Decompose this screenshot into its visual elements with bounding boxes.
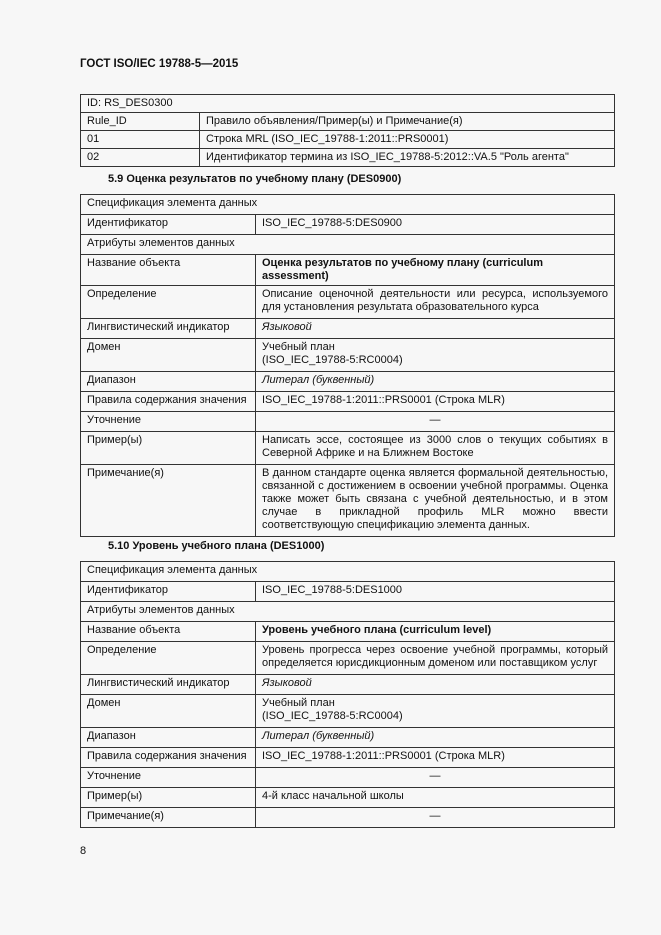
refine-label: Уточнение [81,768,256,788]
def-value: Описание оценочной деятельности или ресурса, используемого для установления результата образовательного курса [256,286,615,319]
attrs-heading: Атрибуты элементов данных [81,235,615,255]
name-label: Название объекта [81,255,256,286]
rules-value: ISO_IEC_19788-1:2011::PRS0001 (Строка MLR) [256,392,615,412]
table-row [81,215,615,235]
def-value: Уровень прогресса через освоение учебной программы, который определяется юрисдикционным доменом или поставщиком услуг [256,642,615,675]
table-row [81,372,615,392]
table-row [81,562,615,582]
table-row [81,465,615,537]
domain-value [256,695,615,728]
table-row [81,695,615,728]
example-label: Пример(ы) [81,788,256,808]
example-label: Пример(ы) [81,432,256,465]
range-label: Диапазон [81,728,256,748]
rules-table [80,94,615,167]
domain-value-line: (ISO_IEC_19788-5:RC0004) [262,354,403,366]
spec-heading: Спецификация элемента данных [81,195,615,215]
table-row [81,748,615,768]
rules-label: Правила содержания значения [81,392,256,412]
ling-value: Языковой [256,675,615,695]
domain-label: Домен [81,695,256,728]
table-row [81,392,615,412]
refine-value: — [256,412,615,432]
table-row [81,582,615,602]
rule-desc-header: Правило объявления/Пример(ы) и Примечание(я) [200,113,615,131]
section-title-5-10: 5.10 Уровень учебного плана (DES1000) [108,540,325,552]
ling-value: Языковой [256,319,615,339]
id-value: ISO_IEC_19788-5:DES1000 [256,582,615,602]
example-value: Написать эссе, состоящее из 3000 слов о текущих событиях в Северной Африке и на Ближнем Востоке [256,432,615,465]
table-row [81,432,615,465]
table-row [81,788,615,808]
table-row [81,768,615,788]
table-row [81,602,615,622]
table-row [81,255,615,286]
table-row [81,95,615,113]
table-row [81,412,615,432]
domain-value [256,339,615,372]
range-label: Диапазон [81,372,256,392]
spec-table-des1000 [80,561,615,828]
id-value: ISO_IEC_19788-5:DES0900 [256,215,615,235]
table-row [81,675,615,695]
table-row [81,195,615,215]
name-value: Уровень учебного плана (curriculum level) [256,622,615,642]
table-row [81,808,615,828]
note-label: Примечание(я) [81,465,256,537]
table-row [81,149,615,167]
rules-value: ISO_IEC_19788-1:2011::PRS0001 (Строка MLR) [256,748,615,768]
domain-value-line: (ISO_IEC_19788-5:RC0004) [262,710,403,722]
rules-label: Правила содержания значения [81,748,256,768]
table-row [81,286,615,319]
def-label: Определение [81,642,256,675]
table-row [81,235,615,255]
rule-id-header: Rule_ID [81,113,200,131]
domain-label: Домен [81,339,256,372]
table-row [81,728,615,748]
id-label: Идентификатор [81,582,256,602]
rule-text-cell: Строка MRL (ISO_IEC_19788-1:2011::PRS0001) [200,131,615,149]
table-row [81,113,615,131]
refine-label: Уточнение [81,412,256,432]
document-header: ГОСТ ISO/IEC 19788-5—2015 [80,58,239,70]
example-value: 4-й класс начальной школы [256,788,615,808]
domain-value-line: Учебный план [262,341,335,353]
page-number: 8 [80,845,87,857]
name-label: Название объекта [81,622,256,642]
table-row [81,339,615,372]
note-value: — [256,808,615,828]
rules-id-cell: ID: RS_DES0300 [81,95,615,113]
range-value: Литерал (буквенный) [256,728,615,748]
range-value: Литерал (буквенный) [256,372,615,392]
rule-id-cell: 01 [81,131,200,149]
spec-heading: Спецификация элемента данных [81,562,615,582]
spec-table-des0900 [80,194,615,537]
ling-label: Лингвистический индикатор [81,319,256,339]
name-value: Оценка результатов по учебному плану (curriculum assessment) [256,255,615,286]
attrs-heading: Атрибуты элементов данных [81,602,615,622]
table-row [81,131,615,149]
ling-label: Лингвистический индикатор [81,675,256,695]
def-label: Определение [81,286,256,319]
table-row [81,319,615,339]
rule-id-cell: 02 [81,149,200,167]
note-label: Примечание(я) [81,808,256,828]
id-label: Идентификатор [81,215,256,235]
table-row [81,642,615,675]
table-row [81,622,615,642]
refine-value: — [256,768,615,788]
note-value: В данном стандарте оценка является формальной деятельностью, связанной с достижением в освоении учебной программы. Оценка также может быть связана с учебной деятельностью, и в этом случае в прикладной профиль MLR можно ввести соответствующую спецификацию элемента данных. [256,465,615,537]
section-title-5-9: 5.9 Оценка результатов по учебному плану (DES0900) [108,173,402,185]
rule-text-cell: Идентификатор термина из ISO_IEC_19788-5:2012::VA.5 "Роль агента" [200,149,615,167]
domain-value-line: Учебный план [262,697,335,709]
